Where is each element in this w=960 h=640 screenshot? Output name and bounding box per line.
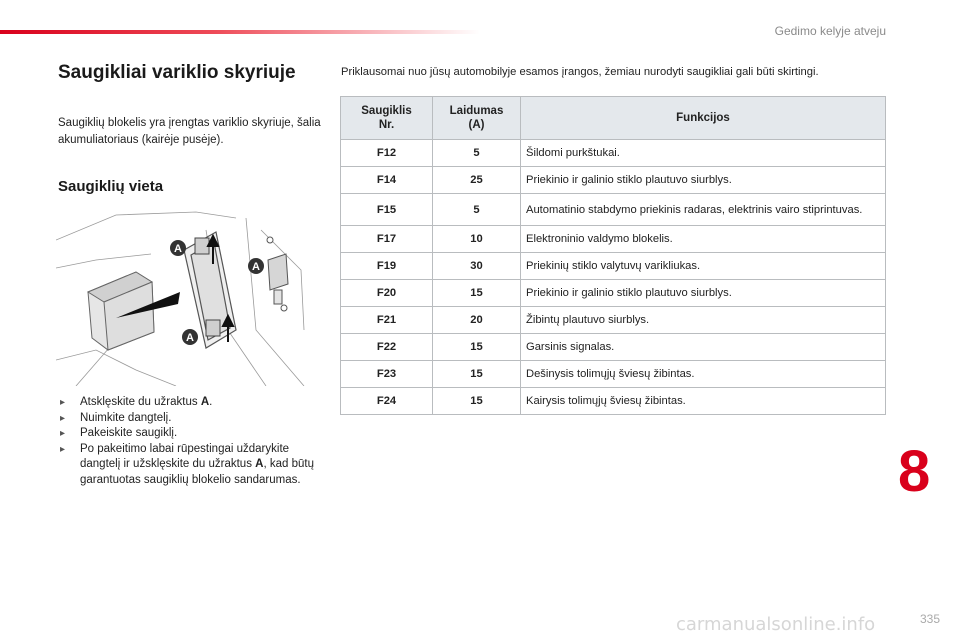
fuse-amperage: 15 <box>433 361 521 388</box>
section-subtitle: Saugiklių vieta <box>58 178 164 195</box>
fuse-amperage: 20 <box>433 307 521 334</box>
fuse-amperage: 15 <box>433 334 521 361</box>
intro-paragraph: Saugiklių blokelis yra įrengtas variklio skyriuje, šalia akumuliatoriaus (kairėje pusėje). <box>58 117 321 146</box>
fuse-function: Automatinio stabdymo priekinis radaras, elektrinis vairo stiprintuvas. <box>521 194 886 226</box>
instruction-step: ▸ Pakeiskite saugiklį. <box>58 426 328 442</box>
fuse-function: Garsinis signalas. <box>521 334 886 361</box>
fuse-number: F21 <box>341 307 433 334</box>
table-row <box>341 194 886 226</box>
fuse-number: F22 <box>341 334 433 361</box>
table-row <box>341 361 886 388</box>
fuse-amperage: 5 <box>433 194 521 226</box>
fuse-number: F12 <box>341 140 433 167</box>
fuse-number: F14 <box>341 167 433 194</box>
instruction-step: ▸ Po pakeitimo labai rūpestingai uždarykite dangtelį ir užsklęskite du užraktus A, kad būtų garantuotas saugiklių blokelio sandarumas. <box>58 442 328 489</box>
fuse-amperage: 25 <box>433 167 521 194</box>
latch-label-a: A <box>252 261 260 273</box>
section-header: Gedimo kelyje atveju <box>774 24 886 38</box>
fuse-amperage: 5 <box>433 140 521 167</box>
table-row <box>341 167 886 194</box>
page-title: Saugikliai variklio skyriuje <box>58 62 296 83</box>
table-row <box>341 140 886 167</box>
fuse-function: Žibintų plautuvo siurblys. <box>521 307 886 334</box>
instruction-steps <box>58 395 328 488</box>
table-row <box>341 334 886 361</box>
fuse-number-header: Saugiklis Nr. <box>341 97 433 140</box>
instruction-step: ▸ Nuimkite dangtelį. <box>58 411 328 427</box>
fuse-function: Kairysis tolimųjų šviesų žibintas. <box>521 388 886 415</box>
fuse-function: Dešinysis tolimųjų šviesų žibintas. <box>521 361 886 388</box>
fuse-function: Šildomi purkštukai. <box>521 140 886 167</box>
fuse-number: F19 <box>341 253 433 280</box>
table-row <box>341 280 886 307</box>
watermark: carmanualsonline.info <box>676 614 876 635</box>
fuse-table <box>340 96 886 415</box>
fuse-number: F23 <box>341 361 433 388</box>
fuse-number: F20 <box>341 280 433 307</box>
fuse-amperage: 10 <box>433 226 521 253</box>
table-header-row <box>341 97 886 140</box>
fuse-amperage: 15 <box>433 280 521 307</box>
page-number: 335 <box>919 612 940 626</box>
fuse-number: F24 <box>341 388 433 415</box>
table-row <box>341 388 886 415</box>
fuse-number: F17 <box>341 226 433 253</box>
header-accent-bar <box>0 30 480 34</box>
fuse-amperage: 15 <box>433 388 521 415</box>
fuse-function: Priekinio ir galinio stiklo plautuvo siurblys. <box>521 280 886 307</box>
amperage-header: Laidumas (A) <box>433 97 521 140</box>
table-row <box>341 226 886 253</box>
latch-label-a: A <box>186 332 194 344</box>
chapter-number: 8 <box>898 439 931 504</box>
fuse-box-diagram <box>56 210 306 386</box>
function-header: Funkcijos <box>521 97 886 140</box>
fuse-function: Priekinio ir galinio stiklo plautuvo siurblys. <box>521 167 886 194</box>
table-row <box>341 253 886 280</box>
fuse-amperage: 30 <box>433 253 521 280</box>
equipment-note: Priklausomai nuo jūsų automobilyje esamos įrangos, žemiau nurodyti saugikliai gali būti skirtingi. <box>341 66 819 78</box>
latch-label-a: A <box>174 243 182 255</box>
table-row <box>341 307 886 334</box>
instruction-step: ▸ Atsklęskite du užraktus A. <box>58 395 328 411</box>
fuse-number: F15 <box>341 194 433 226</box>
fuse-function: Elektroninio valdymo blokelis. <box>521 226 886 253</box>
fuse-function: Priekinių stiklo valytuvų varikliukas. <box>521 253 886 280</box>
